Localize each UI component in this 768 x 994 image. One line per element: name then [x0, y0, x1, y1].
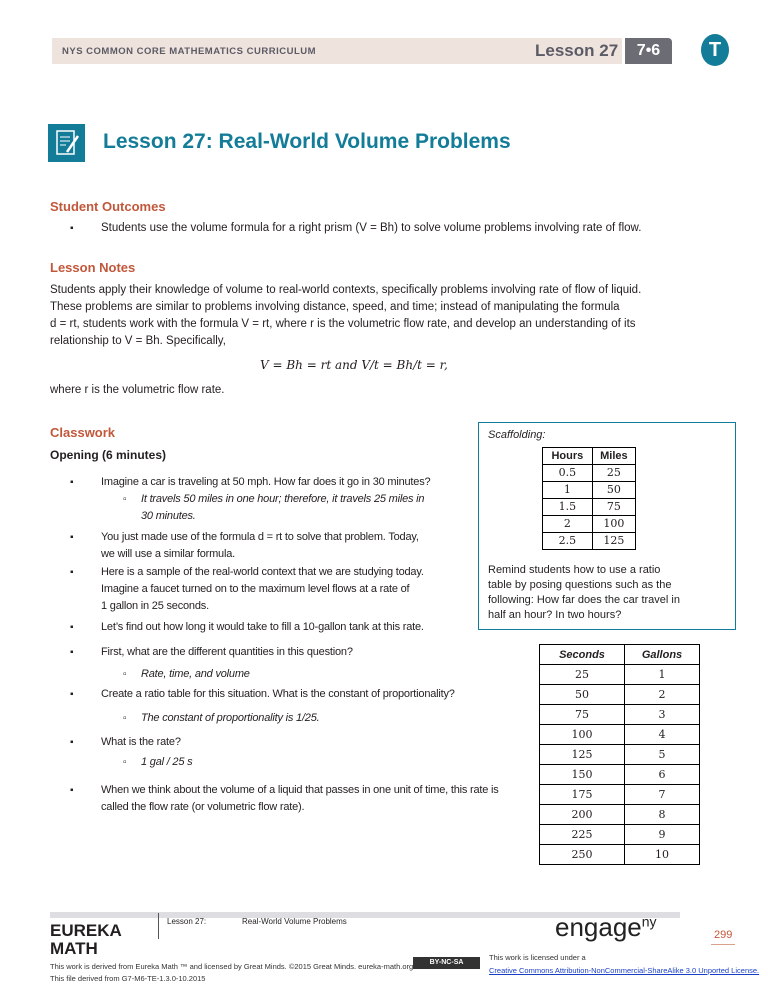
table-cell: 8: [625, 805, 700, 825]
table-cell: 6: [625, 765, 700, 785]
table-cell: 2: [543, 516, 593, 533]
table-row: [543, 533, 636, 550]
engage-text: engage: [555, 912, 642, 942]
para-line: These problems are similar to problems involving distance, speed, and time; instead of manipulating the formula: [50, 301, 620, 313]
text-line: table by posing questions such as the: [488, 579, 672, 591]
table-cell: 100: [592, 516, 635, 533]
response-item: [141, 710, 320, 727]
lesson-notes-heading: Lesson Notes: [50, 260, 136, 275]
line: ▪ When we think about the volume of a liquid that passes in one unit of time, this rate is: [101, 784, 499, 796]
opening-heading: Opening (6 minutes): [50, 448, 167, 462]
scaffolding-box: [478, 422, 736, 630]
page-number: 299: [711, 929, 735, 945]
response-item: [141, 491, 424, 525]
table-cell: 0.5: [543, 465, 593, 482]
lesson-notes-paragraph: [50, 282, 641, 350]
line: we will use a similar formula.: [101, 548, 235, 560]
table-cell: 1: [543, 482, 593, 499]
license-intro: This work is licensed under a: [489, 953, 586, 962]
discussion-bullet: [101, 686, 455, 703]
line: ▪ First, what are the different quantities in this question?: [101, 646, 353, 658]
table-cell: 225: [540, 825, 625, 845]
line: ▪ Imagine a car is traveling at 50 mph. How far does it go in 30 minutes?: [101, 476, 431, 488]
discussion-bullet: [101, 529, 419, 563]
lesson-document-icon: [48, 124, 85, 162]
lesson-label: Lesson 27: [535, 41, 619, 60]
table-cell: 3: [625, 705, 700, 725]
table-cell: 2: [625, 685, 700, 705]
table-row: [540, 825, 700, 845]
table-cell: 4: [625, 725, 700, 745]
table-row: [540, 745, 700, 765]
footer-lesson-title: Real-World Volume Problems: [242, 917, 347, 926]
line: 1 gallon in 25 seconds.: [101, 600, 209, 612]
table-row: [540, 685, 700, 705]
discussion-bullet: [101, 734, 181, 751]
discussion-bullet: [101, 564, 424, 615]
table-cell: 1: [625, 665, 700, 685]
line: ▫ It travels 50 miles in one hour; therefore, it travels 25 miles in: [141, 493, 425, 505]
response-item: [141, 754, 192, 771]
para-line: relationship to V = Bh. Specifically,: [50, 335, 226, 347]
table-cell: 125: [540, 745, 625, 765]
line: called the flow rate (or volumetric flow rate).: [101, 801, 305, 813]
line: ▪ What is the rate?: [101, 736, 181, 748]
response-item: [141, 666, 250, 683]
table-row: [543, 516, 636, 533]
text-line: Remind students how to use a ratio: [488, 564, 661, 576]
eureka-math-logo: EUREKA MATH: [50, 921, 122, 958]
table-cell: 10: [625, 845, 700, 865]
table-header: Gallons: [625, 645, 700, 665]
text-line: half an hour? In two hours?: [488, 609, 622, 621]
file-notice: This file derived from G7-M6-TE-1.3.0-10.2015: [50, 974, 206, 983]
teacher-badge: T: [701, 34, 729, 66]
table-cell: 50: [540, 685, 625, 705]
table-row: [543, 465, 636, 482]
footer-separator: [158, 913, 159, 939]
line: ▪ Create a ratio table for this situation. What is the constant of proportionality?: [101, 688, 455, 700]
curriculum-label: NYS COMMON CORE MATHEMATICS CURRICULUM: [62, 46, 317, 57]
table-row: [540, 805, 700, 825]
scaffolding-heading: Scaffolding:: [488, 429, 546, 441]
table-cell: 25: [540, 665, 625, 685]
seconds-gallons-table: [539, 644, 700, 865]
table-row: [543, 482, 636, 499]
table-row: [540, 705, 700, 725]
table-cell: 200: [540, 805, 625, 825]
table-header: Miles: [592, 448, 635, 465]
table-row: [540, 765, 700, 785]
scaffolding-text: [488, 563, 680, 623]
license-link[interactable]: Creative Commons Attribution-NonCommercial-ShareAlike 3.0 Unported License.: [489, 966, 760, 975]
discussion-bullet: [101, 782, 499, 816]
ny-text: ny: [641, 913, 657, 930]
table-cell: 75: [592, 499, 635, 516]
table-row: [543, 499, 636, 516]
derived-notice: This work is derived from Eureka Math ™ and licensed by Great Minds. ©2015 Great Minds. eureka-math.org: [50, 962, 414, 971]
table-cell: 7: [625, 785, 700, 805]
hours-miles-table: [542, 447, 636, 550]
table-cell: 175: [540, 785, 625, 805]
table-cell: 150: [540, 765, 625, 785]
table-row: [540, 785, 700, 805]
line: ▫ 1 gal / 25 s: [141, 756, 193, 768]
table-row: [540, 845, 700, 865]
table-cell: 250: [540, 845, 625, 865]
line: Imagine a faucet turned on to the maximum level flows at a rate of: [101, 583, 410, 595]
table-cell: 5: [625, 745, 700, 765]
table-header: Hours: [543, 448, 593, 465]
table-cell: 125: [592, 533, 635, 550]
cc-license-badge: BY-NC-SA: [413, 957, 480, 969]
classwork-heading: Classwork: [50, 425, 116, 440]
line: 30 minutes.: [141, 510, 196, 522]
text-line: following: How far does the car travel in: [488, 594, 680, 606]
table-cell: 25: [592, 465, 635, 482]
para-line: d = rt, students work with the formula V = rt, where r is the volumetric flow rate, and develop an understanding of its: [50, 318, 636, 330]
line: ▪ You just made use of the formula d = rt to solve that problem. Today,: [101, 531, 419, 543]
table-row: [540, 725, 700, 745]
student-outcomes-heading: Student Outcomes: [50, 199, 166, 214]
line: ▪ Here is a sample of the real-world context that we are studying today.: [101, 566, 424, 578]
engageny-logo: [555, 912, 657, 943]
table-cell: 100: [540, 725, 625, 745]
table-cell: 1.5: [543, 499, 593, 516]
line: ▫ The constant of proportionality is 1/25.: [141, 712, 320, 724]
table-cell: 9: [625, 825, 700, 845]
table-row: [540, 665, 700, 685]
table-cell: 2.5: [543, 533, 593, 550]
table-header: Seconds: [540, 645, 625, 665]
formula: V = Bh = rt and V/t = Bh/t = r,: [260, 358, 448, 372]
footer-lesson: Lesson 27:: [167, 917, 207, 926]
discussion-bullet: [101, 474, 430, 491]
table-cell: 50: [592, 482, 635, 499]
grade-module-badge: 7•6: [625, 38, 672, 64]
page-title: Lesson 27: Real-World Volume Problems: [103, 130, 511, 153]
outcome-bullet: ▪ Students use the volume formula for a right prism (V = Bh) to solve volume problems involving rate of flow.: [101, 220, 641, 237]
flow-rate-note: where r is the volumetric flow rate.: [50, 384, 225, 396]
discussion-bullet: [101, 644, 353, 661]
table-cell: 75: [540, 705, 625, 725]
line: ▫ Rate, time, and volume: [141, 668, 250, 680]
para-line: Students apply their knowledge of volume to real-world contexts, specifically problems involving rate of flow of liquid.: [50, 284, 642, 296]
discussion-bullet: [101, 619, 424, 636]
line: ▪ Let’s find out how long it would take to fill a 10-gallon tank at this rate.: [101, 621, 424, 633]
